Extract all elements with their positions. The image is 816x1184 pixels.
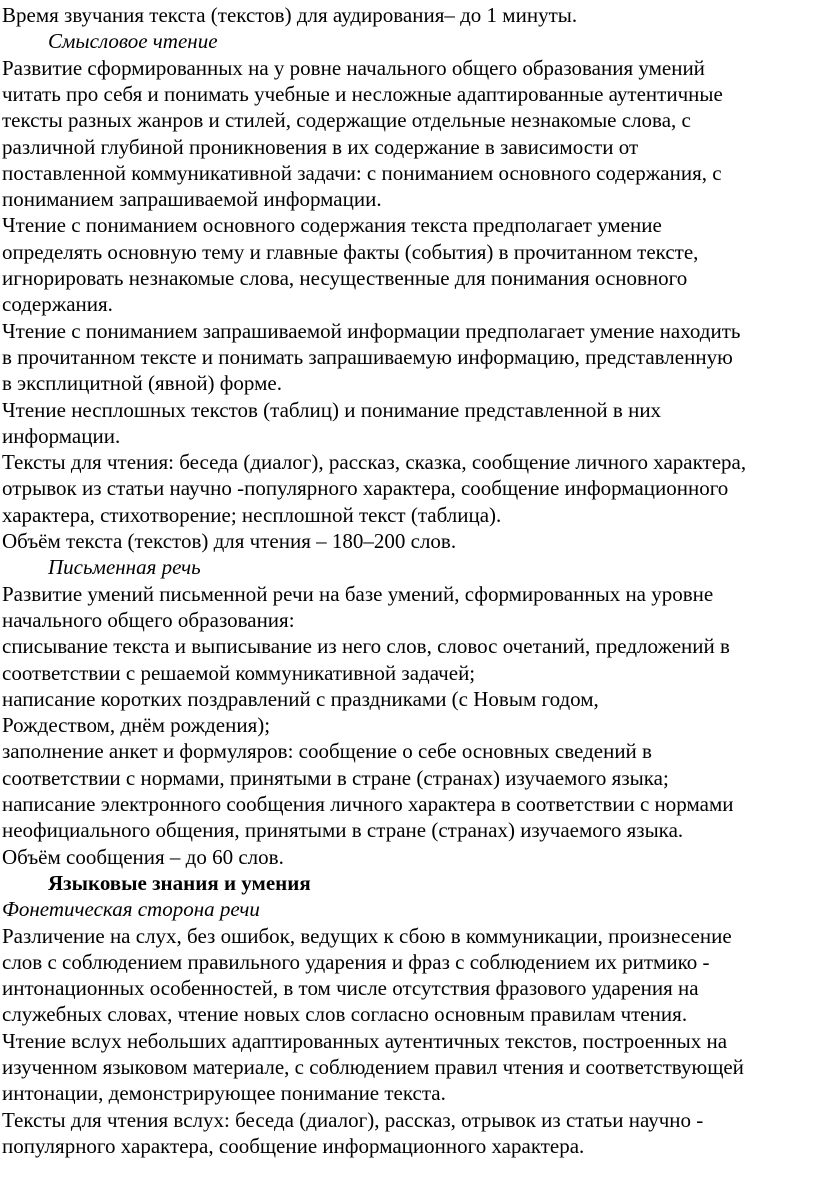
- text-line: интонационных особенностей, в том числе отсутствия фразового ударения на: [2, 976, 699, 1001]
- text-line: заполнение анкет и формуляров: сообщение о себе основных сведений в: [2, 739, 652, 764]
- text-line: тексты разных жанров и стилей, содержащие отдельные незнакомые слова, с: [2, 108, 691, 133]
- text-line: соответствии с нормами, принятыми в стране (странах) изучаемого языка;: [2, 765, 669, 790]
- text-line: характера, стихотворение; несплошной текст (таблица).: [2, 502, 502, 527]
- text-line: Объём текста (текстов) для чтения – 180–200 слов.: [2, 529, 457, 553]
- text-line: Чтение вслух небольших адаптированных аутентичных текстов, построенных на: [2, 1028, 728, 1053]
- text-line: соответствии с решаемой коммуникативной задачей;: [2, 660, 476, 685]
- text-line: начального общего образования:: [2, 607, 295, 632]
- text-line: Чтение несплошных текстов (таблиц) и понимание представленной в них: [2, 397, 662, 422]
- text-line: пониманием запрашиваемой информации.: [2, 187, 382, 212]
- text-line: Различение на слух, без ошибок, ведущих к сбою в коммуникации, произнесение: [2, 923, 732, 948]
- text-line: Рождеством, днём рождения);: [2, 713, 271, 738]
- text-line: в эксплицитной (явной) форме.: [2, 371, 282, 396]
- text-line: Тексты для чтения: беседа (диалог), рассказ, сказка, сообщение личного характера,: [2, 450, 747, 475]
- section-heading: Языковые знания и умения: [48, 870, 311, 895]
- text-line: в прочитанном тексте и понимать запрашиваемую информацию, представленную: [2, 344, 733, 369]
- text-line: написание электронного сообщения личного характера в соответствии с нормами: [2, 792, 734, 816]
- text-line: Время звучания текста (текстов) для аудирования– до 1 минуты.: [2, 3, 578, 27]
- text-line: читать про себя и понимать учебные и несложные адаптированные аутентичные: [2, 81, 723, 106]
- text-line: списывание текста и выписывание из него слов, словос очетаний, предложений в: [2, 634, 730, 659]
- text-line: Чтение с пониманием запрашиваемой информации предполагает умение находить: [2, 318, 741, 343]
- text-line: популярного характера, сообщение информационного характера.: [2, 1133, 585, 1158]
- text-line: изученном языковом материале, с соблюдением правил чтения и соответствующей: [2, 1055, 744, 1079]
- text-line: неофициального общения, принятыми в стране (странах) изучаемого языка.: [2, 818, 684, 843]
- text-line: интонации, демонстрирующее понимание текста.: [2, 1081, 446, 1106]
- text-line: поставленной коммуникативной задачи: с пониманием основного содержания, с: [2, 160, 722, 185]
- text-line: информации.: [2, 423, 121, 448]
- section-subheading: Смысловое чтение: [48, 29, 218, 54]
- text-line: Объём сообщения – до 60 слов.: [2, 844, 284, 869]
- text-line: отрывок из статьи научно -популярного характера, сообщение информационного: [2, 476, 729, 501]
- section-subheading: Фонетическая сторона речи: [2, 897, 260, 922]
- text-line: различной глубиной проникновения в их содержание в зависимости от: [2, 134, 639, 159]
- text-line: определять основную тему и главные факты (события) в прочитанном тексте,: [2, 239, 699, 264]
- text-line: игнорировать незнакомые слова, несущественные для понимания основного: [2, 266, 688, 290]
- text-line: содержания.: [2, 292, 113, 317]
- section-subheading: Письменная речь: [48, 555, 201, 580]
- text-line: Тексты для чтения вслух: беседа (диалог), рассказ, отрывок из статьи научно -: [2, 1107, 704, 1132]
- text-line: Чтение с пониманием основного содержания текста предполагает умение: [2, 213, 662, 238]
- text-line: Развитие умений письменной речи на базе умений, сформированных на уровне: [2, 581, 714, 606]
- text-line: служебных словах, чтение новых слов согласно основным правилам чтения.: [2, 1002, 688, 1027]
- text-line: слов с соблюдением правильного ударения и фраз с соблюдением их ритмико -: [2, 949, 710, 974]
- text-line: написание коротких поздравлений с праздниками (с Новым годом,: [2, 686, 599, 711]
- text-line: Развитие сформированных на у ровне начального общего образования умений: [2, 55, 705, 80]
